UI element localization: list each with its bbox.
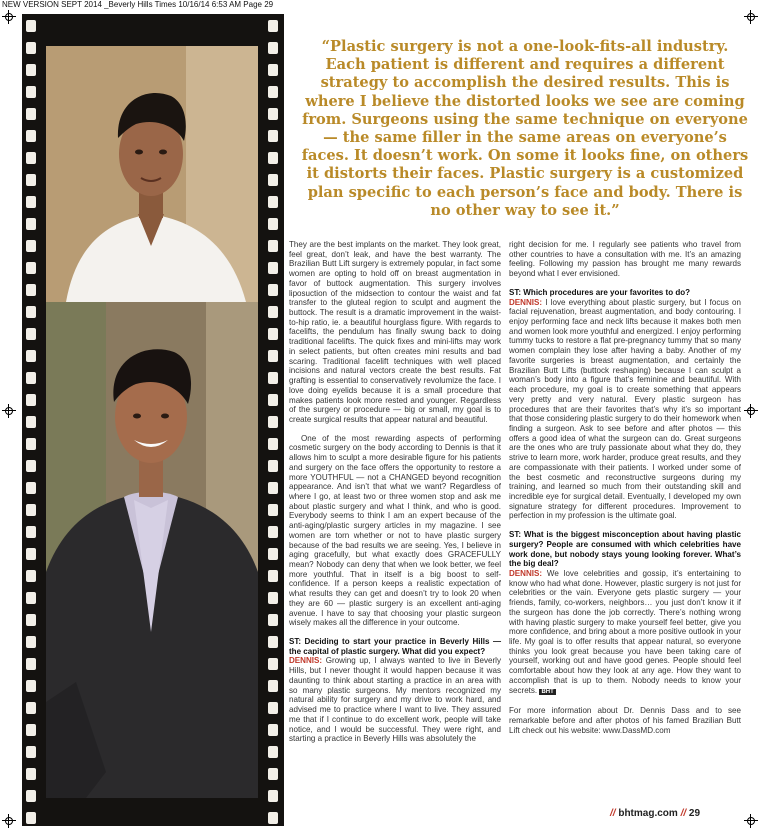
crop-mark-icon [2, 814, 16, 828]
more-info-paragraph: For more information about Dr. Dennis Dass and to see remarkable before and after photos of his famed Brazilian Butt Lift check out his website: www.DassMD.com [509, 706, 741, 735]
film-hole [268, 350, 278, 362]
footer-site[interactable]: bhtmag.com [618, 808, 678, 819]
answer-label: DENNIS: [289, 656, 323, 666]
film-hole [26, 20, 36, 32]
answer-text: I love everything about plastic surgery, but I focus on facial rejuvenation, breast augmentation, and body contouring. I enjoy performing face and neck lifts because it makes both men and women look more youthful and energized. I enjoy performing tummy tucks to restore a flat pre-pregnancy tummy that so many women complain they lose after having a baby. Another of my favorite surgeries is breast augmentation, and certainly the Brazilian Butt Lifts (buttock reshaping) because I can sculpt a woman’s body into a figure that’s feminine and beautiful. With each procedure, my goal is to create something that appears very pretty and very natural. Every plastic surgeon has procedures that are their favorites that’s why it’s so important that those considering plastic surgery to do their homework when finding a surgeon. Ask to see before and after photos — this offers a good idea of what the surgeon can do. Great surgeons are the ones who are truly passionate about what they do, they strive to learn more, work harder, produce great results, and they are compassionate with their patients. I worked under some of the best cosmetic and reconstructive surgeons during my training, and learned so much from their outstanding skill and incredible eye for surgical detail. Eventually, I developed my own signature strategy for different procedures. Improvement to perfection in my profession is the ultimate goal. [509, 297, 741, 521]
interview-answer [509, 298, 741, 522]
film-hole [268, 218, 278, 230]
crop-mark-icon [744, 404, 758, 418]
interview-question: ST: Deciding to start your practice in Beverly Hills — the capital of plastic surgery. What did you expect? [289, 637, 501, 656]
film-hole [26, 724, 36, 736]
film-hole [268, 306, 278, 318]
film-hole [26, 86, 36, 98]
crop-mark-icon [744, 814, 758, 828]
film-hole [268, 570, 278, 582]
film-perforations-right [268, 14, 280, 826]
film-hole [26, 790, 36, 802]
film-hole [26, 482, 36, 494]
film-hole [268, 108, 278, 120]
footer-separator: // [680, 808, 687, 819]
film-hole [268, 504, 278, 516]
film-hole [26, 42, 36, 54]
crop-mark-icon [744, 10, 758, 24]
film-hole [268, 196, 278, 208]
film-hole [26, 108, 36, 120]
film-hole [268, 790, 278, 802]
film-hole [268, 526, 278, 538]
interview-question: ST: Which procedures are your favorites to do? [509, 287, 691, 297]
portrait-photo-top [46, 46, 258, 302]
text-column-left [289, 240, 501, 744]
film-hole [268, 42, 278, 54]
film-hole [268, 812, 278, 824]
answer-label: DENNIS: [509, 297, 543, 307]
film-hole [26, 262, 36, 274]
film-hole [26, 306, 36, 318]
film-hole [268, 592, 278, 604]
film-perforations-left [26, 14, 38, 826]
film-hole [26, 636, 36, 648]
portrait-photo-bottom [46, 302, 258, 798]
footer-prefix: // [610, 808, 616, 819]
body-paragraph: They are the best implants on the market. They look great, feel great, don’t leak, and have the best warranty. The Brazilian Butt Lift surgery is extremely popular, in fact some women are opting to hold off on breast augmentation in favor of buttock augmentation. This surgery involves liposuction of the midsection to contour the waist and fat transfer to the gluteal region to sculpt and augment the buttock. The result is a dramatic improvement in the waist-to-hip ratio, ie. a beautiful hourglass figure. With regards to facelifts, the pendulum has finally swung back to doing traditional facelifts. The quick fixes and mini-lifts may work in select patients, but often creates mini results and bad scaring. Traditional facelift techniques with well placed incisions and natural vectors create the best results. Fat grafting is essential to conservatively revolumize the face. I love doing eyelids because it is a small procedure that makes patients look more rested and younger. Regardless of the surgery or procedure — big or small, my goal is to create surgical results that appear natural and beautiful. [289, 240, 501, 424]
film-hole [268, 64, 278, 76]
film-hole [26, 174, 36, 186]
film-hole [268, 20, 278, 32]
film-hole [26, 64, 36, 76]
answer-text: Growing up, I always wanted to live in Beverly Hills, but I never thought it would happen because it was daunting to think about starting a practice in an area with so many plastic surgeons. My mentors recognized my natural ability for surgery and my drive to work hard, and advised me to practice where I want to live. They assured me that if I continue to do excellent work, people will take notice, and I would be successful. They were right, and starting a practice in Beverly Hills was absolutely the [289, 656, 501, 744]
interview-answer [289, 656, 501, 743]
film-hole [268, 680, 278, 692]
film-hole [26, 372, 36, 384]
film-hole [268, 614, 278, 626]
film-hole [26, 570, 36, 582]
film-hole [268, 130, 278, 142]
film-hole [268, 394, 278, 406]
film-hole [26, 812, 36, 824]
film-hole [268, 702, 278, 714]
film-hole [26, 680, 36, 692]
film-hole [268, 746, 278, 758]
film-hole [268, 328, 278, 340]
film-hole [26, 438, 36, 450]
film-hole [268, 438, 278, 450]
film-hole [26, 592, 36, 604]
film-hole [268, 482, 278, 494]
answer-text: We love celebrities and gossip, it’s entertaining to know who had what done. However, plastic surgery is not just for celebrities or the vain. Everyone gets plastic surgery — your friends, family, co-workers, neighbors… you just don’t know it if the surgeon has done the job correctly. There’s nothing wrong with having plastic surgery to make yourself feel better, give you more confidence, and bring about a more positive outlook in your life. My goal is to offer results that appear natural, so everyone thinks you look great because you have been taking care of yourself, working out and have good genes. People should feel comfortable about how they look at any age. How they want to accomplish that is up to them. Nobody needs to know your secrets. [509, 569, 741, 695]
film-hole [26, 658, 36, 670]
film-hole [26, 702, 36, 714]
film-hole [26, 548, 36, 560]
text-column-right [509, 240, 741, 736]
film-hole [26, 394, 36, 406]
interview-answer [509, 569, 741, 697]
film-hole [268, 240, 278, 252]
film-hole [268, 152, 278, 164]
crop-mark-icon [2, 404, 16, 418]
film-hole [268, 724, 278, 736]
film-hole [268, 548, 278, 560]
film-hole [26, 130, 36, 142]
page-number: 29 [688, 808, 701, 819]
film-hole [268, 284, 278, 296]
interview-question: ST: What is the biggest misconception about having plastic surgery? People are consumed with which celebrities have work done, but nobody stays young looking forever. What’s the big deal? [509, 530, 741, 569]
film-hole [26, 328, 36, 340]
film-hole [26, 504, 36, 516]
film-hole [268, 768, 278, 780]
film-hole [26, 746, 36, 758]
film-hole [268, 658, 278, 670]
body-paragraph: One of the most rewarding aspects of performing cosmetic surgery on the body according to Dennis is that it allows him to sculpt a more desirable figure for his patients and surgery on the face offers the opportunity to restore a more YOUTHFUL — not a CHANGED beyond recognition appearance. And isn’t that what we want? Regardless of where I go, at least two or three women stop and ask me about plastic surgery and what I think, and who is good. Everybody seems to think I am an expert because of the anti-aging/plastic surgery articles in my magazine. I see women are torn whether or not to have plastic surgery because of the bad results we are seeing. Yes, I believe in aging gracefully, but what exactly does GRACEFULLY mean? Nobody can deny that when we look better, we feel more youthful. That in itself is a big boost to self-confidence. If a person keeps a realistic expectation of what results they can get and doesn’t try to look 20 when they are 60 — plastic surgery is an excellent anti-aging avenue. I have to say that choosing your plastic surgeon wisely makes all the difference in your outcome. [289, 433, 501, 628]
film-hole [26, 196, 36, 208]
answer-label: DENNIS: [509, 569, 543, 578]
page-footer [610, 808, 700, 819]
film-hole [268, 636, 278, 648]
film-hole [26, 460, 36, 472]
film-hole [26, 240, 36, 252]
film-hole [26, 218, 36, 230]
film-hole [268, 174, 278, 186]
film-hole [268, 416, 278, 428]
film-hole [268, 372, 278, 384]
film-hole [26, 614, 36, 626]
end-mark: BHT [541, 688, 554, 695]
film-hole [26, 526, 36, 538]
film-strip [22, 14, 284, 826]
film-hole [26, 768, 36, 780]
film-hole [26, 152, 36, 164]
film-hole [268, 86, 278, 98]
crop-mark-icon [2, 10, 16, 24]
film-hole [26, 416, 36, 428]
print-slug: NEW VERSION SEPT 2014 _Beverly Hills Times 10/16/14 6:53 AM Page 29 [2, 0, 274, 9]
film-hole [268, 460, 278, 472]
film-hole [268, 262, 278, 274]
pull-quote: “Plastic surgery is not a one-look-fits-all industry. Each patient is different and requires a different strategy to accomplish the desired results. This is where I believe the distorted looks we see are coming from. Surgeons using the same technique on everyone — the same filler in the same areas on everyone’s faces. It doesn’t work. On some it looks fine, on others it distorts their faces. Plastic surgery is a customized plan specific to each person’s face and body. There is no other way to see it.” [301, 38, 749, 219]
body-paragraph: right decision for me. I regularly see patients who travel from other countries to have a consultation with me. It’s an amazing feeling. Following my passion has brought me many rewards beyond what I ever envisioned. [509, 240, 741, 279]
film-hole [26, 284, 36, 296]
film-hole [26, 350, 36, 362]
